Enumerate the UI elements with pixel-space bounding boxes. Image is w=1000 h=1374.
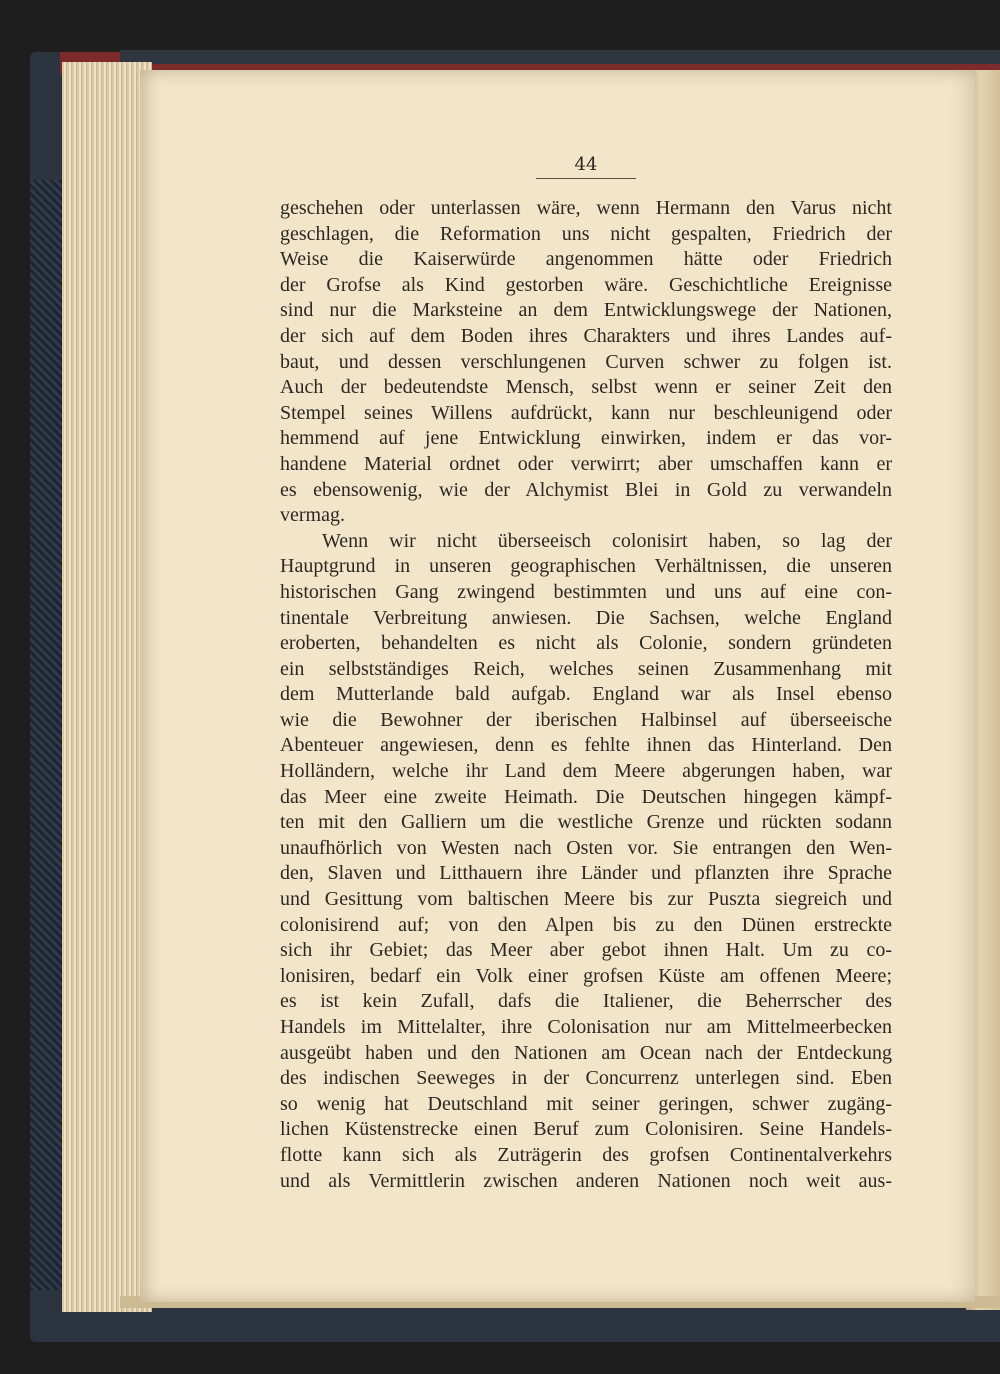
- text-line: eroberten, behandelten es nicht als Colonie, sondern gründeten: [280, 632, 892, 655]
- text-line: und Gesittung vom baltischen Meere bis zur Puszta siegreich und: [280, 888, 892, 911]
- text-line: vermag.: [280, 504, 345, 527]
- text-line: es ebensowenig, wie der Alchymist Blei in Gold zu verwandeln: [280, 478, 892, 501]
- text-line: Handels im Mittelalter, ihre Colonisation nur am Mittelmeerbecken: [280, 1016, 892, 1038]
- text-line: sich ihr Gebiet; das Meer aber gebot ihnen Halt. Um zu co-: [280, 939, 892, 962]
- text-line: geschehen oder unterlassen wäre, wenn Hermann den Varus nicht: [280, 197, 892, 219]
- text-line: hemmend auf jene Entwicklung einwirken, indem er das vor-: [280, 427, 892, 450]
- text-line: historischen Gang zwingend bestimmten und uns auf eine con-: [280, 580, 892, 603]
- text-line: das Meer eine zweite Heimath. Die Deutschen hingegen kämpf-: [280, 785, 892, 808]
- text-line: Auch der bedeutendste Mensch, selbst wenn er seiner Zeit den: [280, 376, 892, 399]
- text-line: es ist kein Zufall, dafs die Italiener, die Beherrscher des: [280, 990, 892, 1013]
- text-line: Wenn wir nicht überseeisch colonisirt haben, so lag der: [322, 529, 892, 552]
- body-text: [280, 196, 892, 1194]
- text-line: wie die Bewohner der iberischen Halbinsel auf überseeische: [280, 708, 892, 731]
- text-line: der Grofse als Kind gestorben wäre. Geschichtliche Ereignisse: [280, 273, 892, 296]
- text-line: flotte kann sich als Zuträgerin des grofsen Continentalverkehrs: [280, 1143, 892, 1166]
- page-number: 44: [574, 154, 598, 175]
- text-line: und als Vermittlerin zwischen anderen Nationen noch weit aus-: [280, 1169, 892, 1192]
- text-line: unaufhörlich von Westen nach Osten vor. Sie entrangen den Wen-: [280, 836, 892, 859]
- page-stack-edges: [62, 62, 152, 1312]
- text-line: Holländern, welche ihr Land dem Meere abgerungen haben, war: [280, 760, 892, 783]
- text-line: den, Slaven und Litthauern ihre Länder und pflanzten ihre Sprache: [280, 862, 892, 885]
- text-line: des indischen Seeweges in der Concurrenz unterlegen sind. Eben: [280, 1067, 892, 1090]
- text-line: Hauptgrund in unseren geographischen Verhältnissen, die unseren: [280, 555, 892, 578]
- text-line: Weise die Kaiserwürde angenommen hätte oder Friedrich: [280, 248, 892, 271]
- text-line: tinentale Verbreitung anwiesen. Die Sachsen, welche England: [280, 606, 892, 629]
- text-line: ein selbstständiges Reich, welches seinen Zusammenhang mit: [280, 657, 892, 680]
- cover-top-band: [120, 50, 1000, 64]
- text-line: baut, und dessen verschlungenen Curven schwer zu folgen ist.: [280, 350, 892, 373]
- text-line: Abenteuer angewiesen, denn es fehlte ihnen das Hinterland. Den: [280, 734, 892, 757]
- text-line: ausgeübt haben und den Nationen am Ocean nach der Entdeckung: [280, 1041, 892, 1064]
- text-line: so wenig hat Deutschland mit seiner geringen, schwer zugäng-: [280, 1092, 892, 1115]
- text-line: colonisirend auf; von den Alpen bis zu den Dünen erstreckte: [280, 913, 892, 936]
- text-line: sind nur die Marksteine an dem Entwicklungswege der Nationen,: [280, 299, 892, 322]
- text-line: der sich auf dem Boden ihres Charakters und ihres Landes auf-: [280, 324, 892, 347]
- page-number-rule: [536, 178, 636, 179]
- text-line: ten mit den Galliern um die westliche Grenze und rückten sodann: [280, 811, 892, 834]
- text-line: lonisiren, bedarf ein Volk einer grofsen Küste am offenen Meere;: [280, 964, 892, 987]
- text-line: Stempel seines Willens aufdrückt, kann nur beschleunigend oder: [280, 401, 892, 424]
- text-line: dem Mutterlande bald aufgab. England war als Insel ebenso: [280, 683, 892, 706]
- cover-binding-texture: [30, 180, 64, 1290]
- text-line: geschlagen, die Reformation uns nicht gespalten, Friedrich der: [280, 222, 892, 245]
- text-line: lichen Küstenstrecke einen Beruf zum Colonisiren. Seine Handels-: [280, 1118, 892, 1141]
- text-line: handene Material ordnet oder verwirrt; aber umschaffen kann er: [280, 452, 892, 475]
